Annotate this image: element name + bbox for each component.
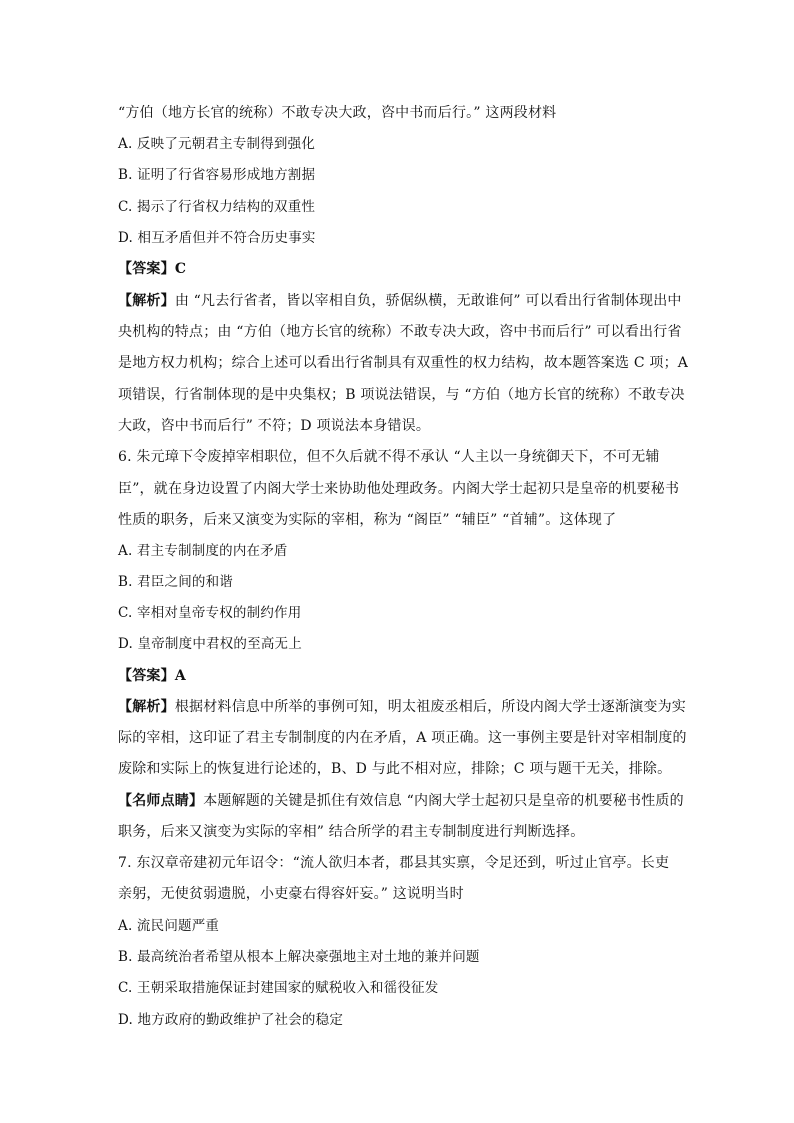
q6-analysis-line-1 xyxy=(118,697,687,717)
q6-option-a: A. 君主专制制度的内在矛盾 xyxy=(118,543,288,559)
q5-answer-value: C xyxy=(174,261,187,277)
q5-option-c: C. 揭示了行省权力结构的双重性 xyxy=(118,199,316,215)
q7-stem-line-1: 7. 东汉章帝建初元年诏令：“流人欲归本者，郡县其实禀，令足还到，听过止官亭。长吏 xyxy=(118,855,670,871)
q6-answer xyxy=(118,666,678,686)
q6-option-b: B. 君臣之间的和谐 xyxy=(118,574,234,590)
q6-analysis-text: 根据材料信息中所举的事例可知，明太祖废丞相后，所设内阁大学士逐渐演变为实 xyxy=(174,699,687,715)
q6-tip-label: 【名师点睛】 xyxy=(118,793,204,809)
q6-option-c: C. 宰相对皇帝专权的制约作用 xyxy=(118,605,302,621)
q6-analysis-line-2: 际的宰相，这印证了君主专制制度的内在矛盾，A 项正确。这一事例主要是针对宰相制度的 xyxy=(118,730,687,746)
q6-answer-value: A xyxy=(174,668,186,684)
q6-answer-label: 【答案】 xyxy=(118,668,175,684)
q7-option-b: B. 最高统治者希望从根本上解决豪强地主对土地的兼并问题 xyxy=(118,949,480,965)
q5-analysis-line-3: 是地方权力机构；综合上述可以看出行省制具有双重性的权力结构，故本题答案选 C 项；A xyxy=(118,355,689,371)
q5-analysis-line-4: 项错误，行省制体现的是中央集权；B 项说法错误，与 “方伯（地方长官的统称）不敢专决 xyxy=(118,387,685,403)
q5-option-a: A. 反映了元朝君主专制得到强化 xyxy=(118,136,316,152)
q7-option-a: A. 流民问题严重 xyxy=(118,918,220,934)
q7-option-d: D. 地方政府的勤政维护了社会的稳定 xyxy=(118,1012,344,1028)
q5-analysis-label: 【解析】 xyxy=(118,293,175,309)
q5-option-d: D. 相互矛盾但并不符合历史事实 xyxy=(118,230,316,246)
q6-analysis-label: 【解析】 xyxy=(118,699,175,715)
q5-stem-tail: “方伯（地方长官的统称）不敢专决大政，咨中书而后行。” 这两段材料 xyxy=(118,105,557,121)
q6-stem-line-1: 6. 朱元璋下令废掉宰相职位，但不久后就不得不承认 “人主以一身统御天下，不可无辅 xyxy=(118,449,660,465)
q6-option-d: D. 皇帝制度中君权的至高无上 xyxy=(118,636,302,652)
q6-stem-line-2: 臣”，就在身边设置了内阁大学士来协助他处理政务。内阁大学士起初只是皇帝的机要秘书 xyxy=(118,481,680,497)
q7-stem-line-2: 亲躬，无使贫弱遗脱，小吏豪右得容奸妄。” 这说明当时 xyxy=(118,886,464,902)
q5-analysis-line-1 xyxy=(118,291,682,311)
q6-analysis-line-3: 废除和实际上的恢复进行论述的，B、D 与此不相对应，排除；C 项与题干无关，排除。 xyxy=(118,761,672,777)
q7-option-c: C. 王朝采取措施保证封建国家的赋税收入和徭役征发 xyxy=(118,980,439,996)
q5-analysis-line-5: 大政，咨中书而后行” 不符；D 项说法本身错误。 xyxy=(118,418,431,434)
q5-option-b: B. 证明了行省容易形成地方割据 xyxy=(118,167,316,183)
q6-tip-line-1 xyxy=(118,791,684,811)
q5-analysis-text: 由 “凡去行省者，皆以宰相自负，骄倨纵横，无敢谁何” 可以看出行省制体现出中 xyxy=(174,293,682,309)
q6-stem-line-3: 性质的职务，后来又演变为实际的宰相，称为 “阁臣” “辅臣” “首辅”。这体现了 xyxy=(118,512,617,528)
q6-tip-text: 本题解题的关键是抓住有效信息 “内阁大学士起初只是皇帝的机要秘书性质的 xyxy=(203,793,684,809)
q6-tip-line-2: 职务，后来又演变为实际的宰相” 结合所学的君主专制制度进行判断选择。 xyxy=(118,824,585,840)
q5-answer xyxy=(118,259,678,279)
q5-answer-label: 【答案】 xyxy=(118,261,175,277)
q5-analysis-line-2: 央机构的特点；由 “方伯（地方长官的统称）不敢专决大政，咨中书而后行” 可以看出行省 xyxy=(118,324,682,340)
